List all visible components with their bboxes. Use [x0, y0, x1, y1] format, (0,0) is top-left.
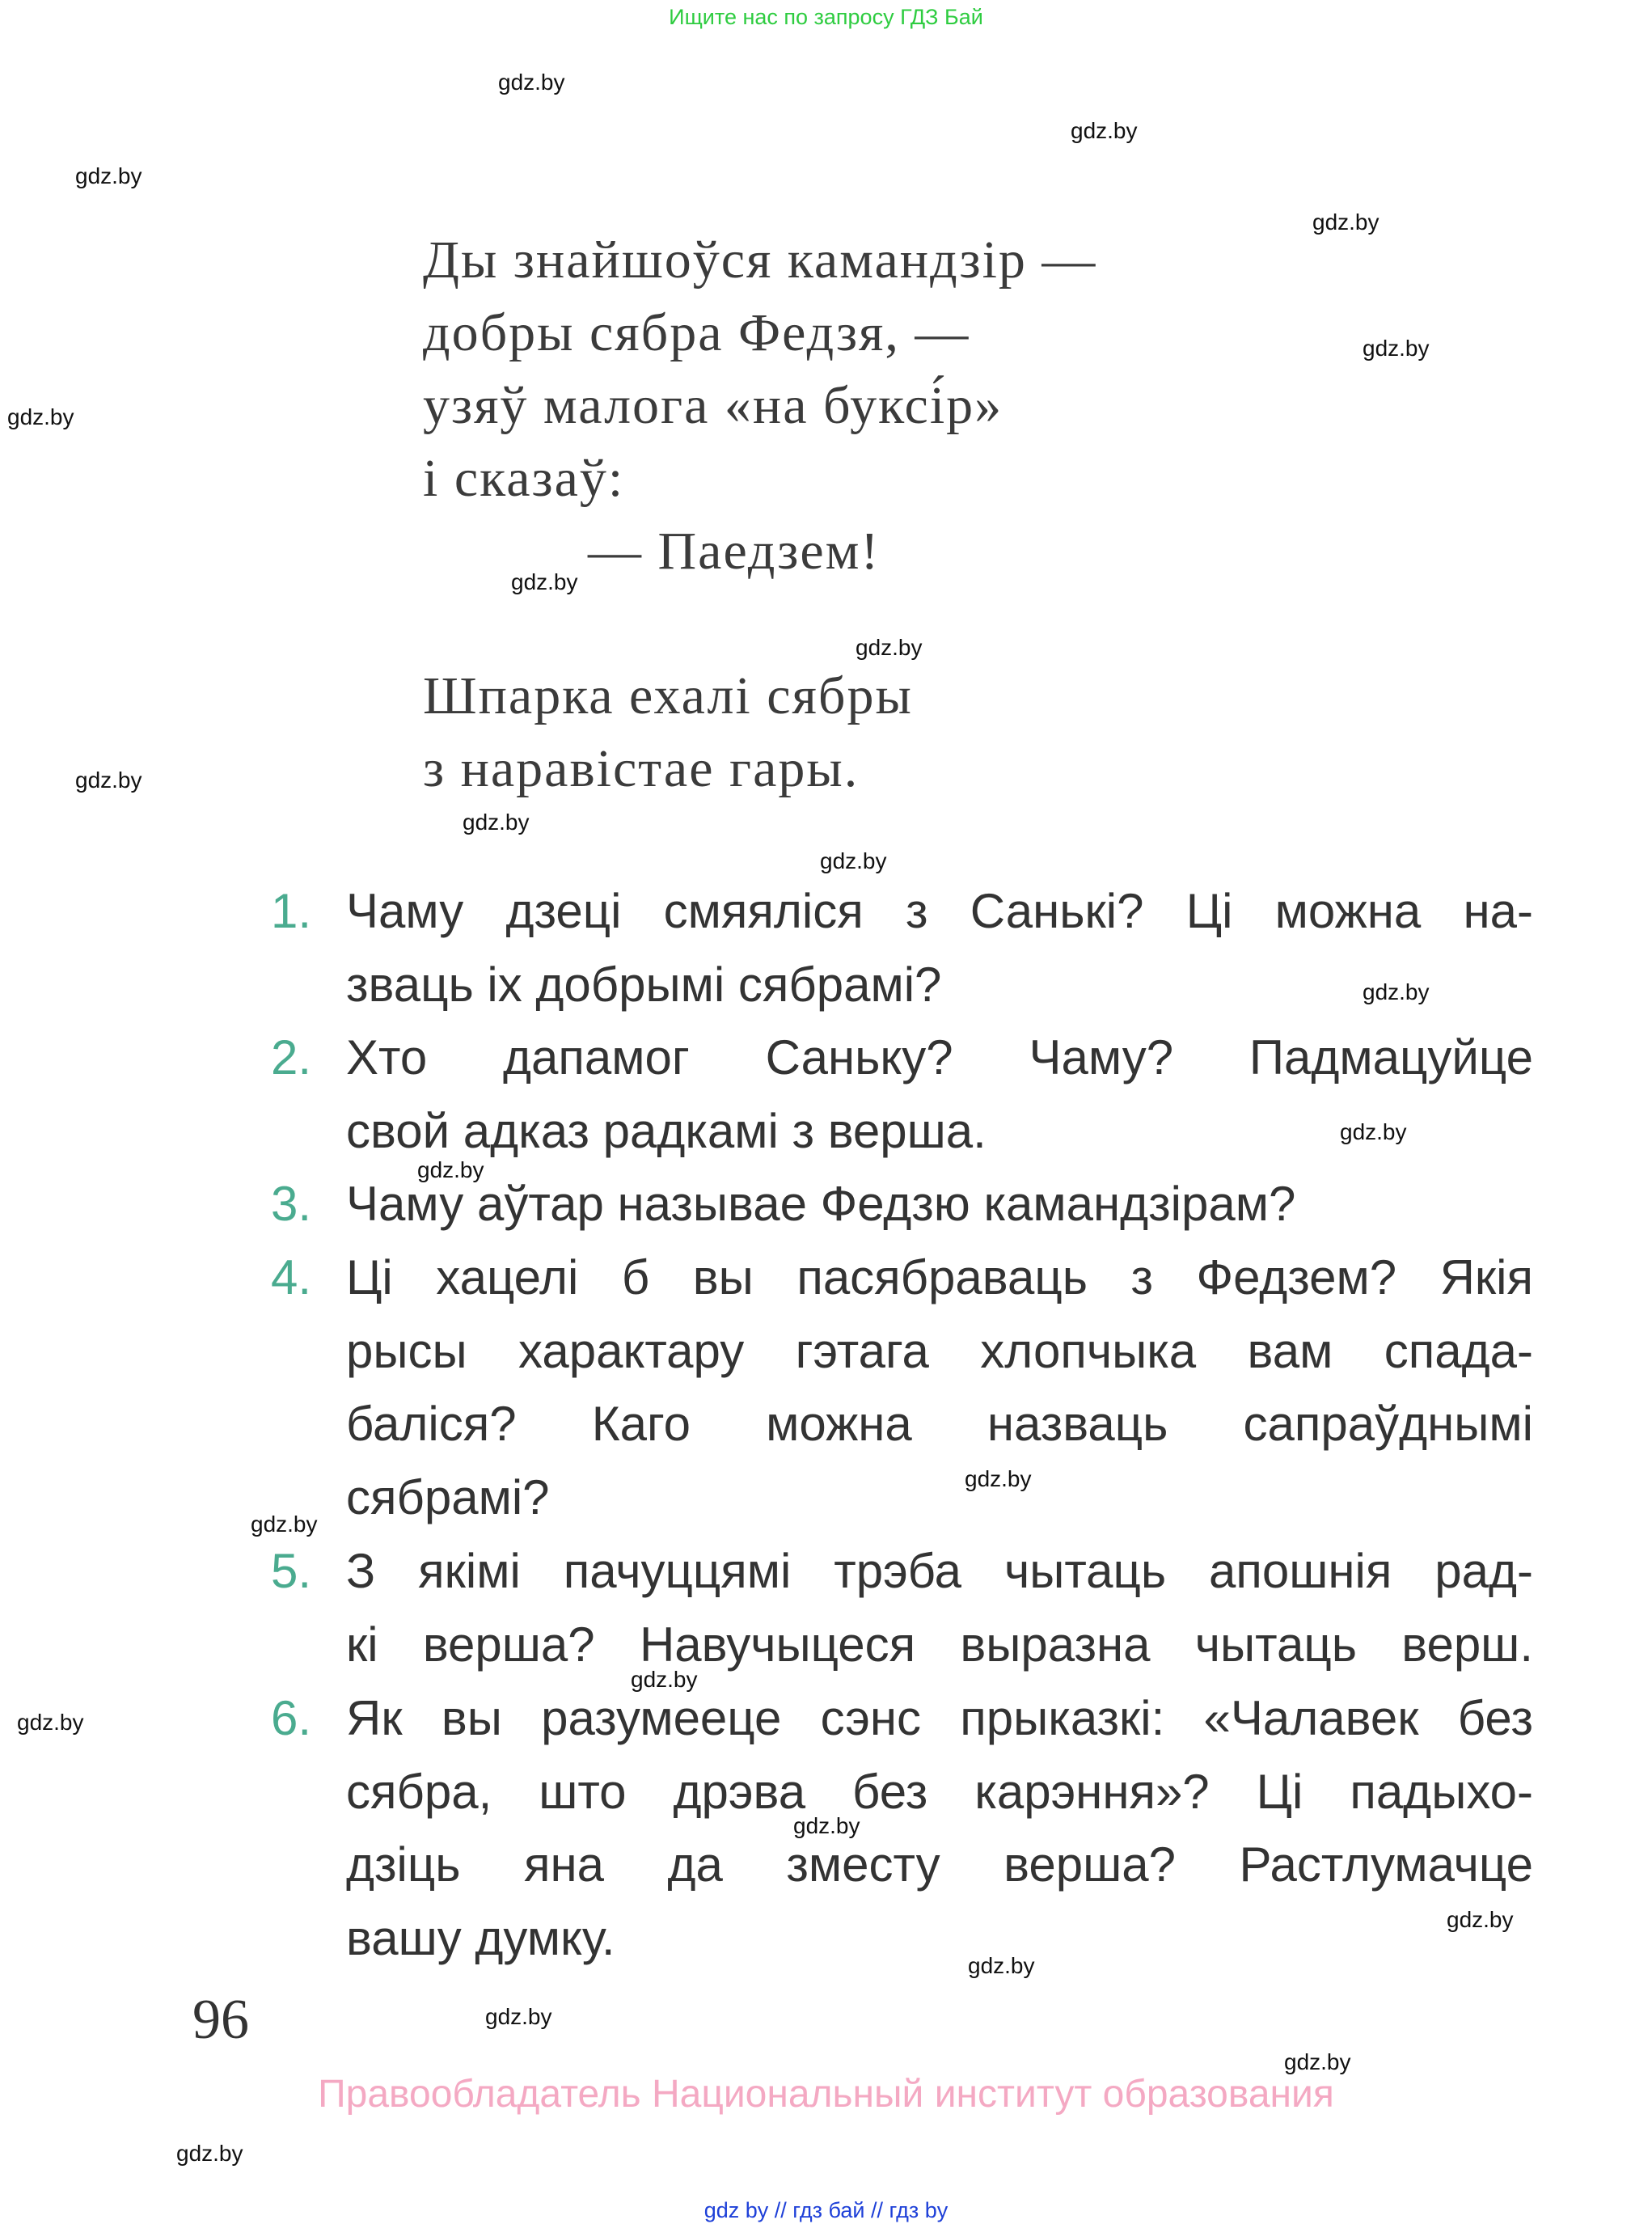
poem-line: Шпарка ехалі сябры — [423, 666, 913, 725]
question-3 — [271, 1168, 1533, 1241]
poem-line: добры сябра Федзя, — — [423, 303, 970, 362]
question-line: кі верша? Навучыцеся выразна чытаць верш. — [346, 1617, 1533, 1672]
watermark: gdz.by — [75, 767, 142, 793]
question-line: Як вы разумееце сэнс прыказкі: «Чалавек без — [346, 1691, 1533, 1745]
question-line: З якімі пачуццямі трэба чытаць апошнія рад- — [346, 1544, 1533, 1598]
question-2 — [271, 1021, 1533, 1168]
poem-line: узяў малога «на буксі́р» — [423, 376, 1003, 435]
watermark: gdz.by — [1071, 118, 1138, 143]
watermark: gdz.by — [820, 848, 887, 873]
watermark: gdz.by — [1312, 209, 1379, 235]
question-number: 3. — [271, 1177, 312, 1231]
watermark: gdz.by — [1363, 979, 1430, 1004]
question-number: 4. — [271, 1250, 312, 1304]
question-line: Чаму аўтар называе Федзю камандзірам? — [346, 1177, 1296, 1231]
watermark: gdz.by — [511, 569, 578, 594]
watermark: gdz.by — [793, 1813, 860, 1838]
top-search-note: Ищите нас по запросу ГДЗ Бай — [669, 5, 983, 29]
question-line: зваць іх добрымі сябрамі? — [346, 957, 942, 1012]
question-line: сябра, што дрэва без карэння»? Ці падыхо- — [346, 1764, 1533, 1819]
watermark: gdz.by — [17, 1710, 84, 1735]
watermark: gdz.by — [485, 2004, 552, 2029]
watermark: gdz.by — [1340, 1119, 1407, 1144]
watermark: gdz.by — [965, 1466, 1032, 1491]
question-line: Хто дапамог Саньку? Чаму? Падмацуйце — [346, 1030, 1533, 1085]
poem-line: Ды знайшоўся камандзір — — [423, 230, 1097, 290]
watermark: gdz.by — [75, 163, 142, 188]
question-4 — [271, 1241, 1533, 1535]
question-line: свой адказ радкамі з верша. — [346, 1103, 987, 1158]
poem-line: і сказаў: — [423, 449, 625, 508]
watermark: gdz.by — [463, 810, 530, 835]
page-number: 96 — [192, 1989, 249, 2051]
watermark: gdz.by — [251, 1512, 318, 1537]
watermark: gdz.by — [7, 404, 74, 429]
watermark: gdz.by — [968, 1953, 1035, 1978]
watermark: gdz.by — [1447, 1907, 1514, 1932]
poem-line: з наравістае гары. — [423, 739, 860, 798]
question-number: 1. — [271, 884, 312, 938]
watermark: gdz.by — [856, 635, 923, 660]
question-line: рысы характару гэтага хлопчыка вам спада- — [346, 1323, 1533, 1378]
watermark: gdz.by — [176, 2141, 243, 2166]
question-line: вашу думку. — [346, 1911, 615, 1966]
question-number: 6. — [271, 1691, 312, 1745]
watermark: gdz.by — [1284, 2049, 1351, 2074]
question-1 — [271, 875, 1533, 1021]
watermark: gdz.by — [1363, 336, 1430, 361]
watermark: gdz.by — [417, 1157, 484, 1182]
question-line: Ці хацелі б вы пасябраваць з Федзем? Якія — [346, 1250, 1533, 1304]
watermark: gdz.by — [498, 70, 565, 95]
watermark: gdz.by — [631, 1667, 698, 1692]
question-line: дзіць яна да зместу верша? Растлумачце — [346, 1837, 1533, 1892]
question-5 — [271, 1535, 1533, 1681]
question-line: баліся? Каго можна назваць сапраўднымі — [346, 1397, 1533, 1452]
question-number: 2. — [271, 1030, 312, 1085]
question-6 — [271, 1682, 1533, 1976]
question-line: Чаму дзеці смяяліся з Санькі? Ці можна на- — [346, 884, 1533, 938]
question-number: 5. — [271, 1544, 312, 1598]
copyright-footer: Правообладатель Национальный институт образования — [318, 2073, 1334, 2116]
bottom-links[interactable]: gdz by // гдз бай // гдз by — [703, 2198, 949, 2222]
question-line: сябрамі? — [346, 1470, 550, 1525]
poem-line: — Паедзем! — [588, 522, 881, 581]
